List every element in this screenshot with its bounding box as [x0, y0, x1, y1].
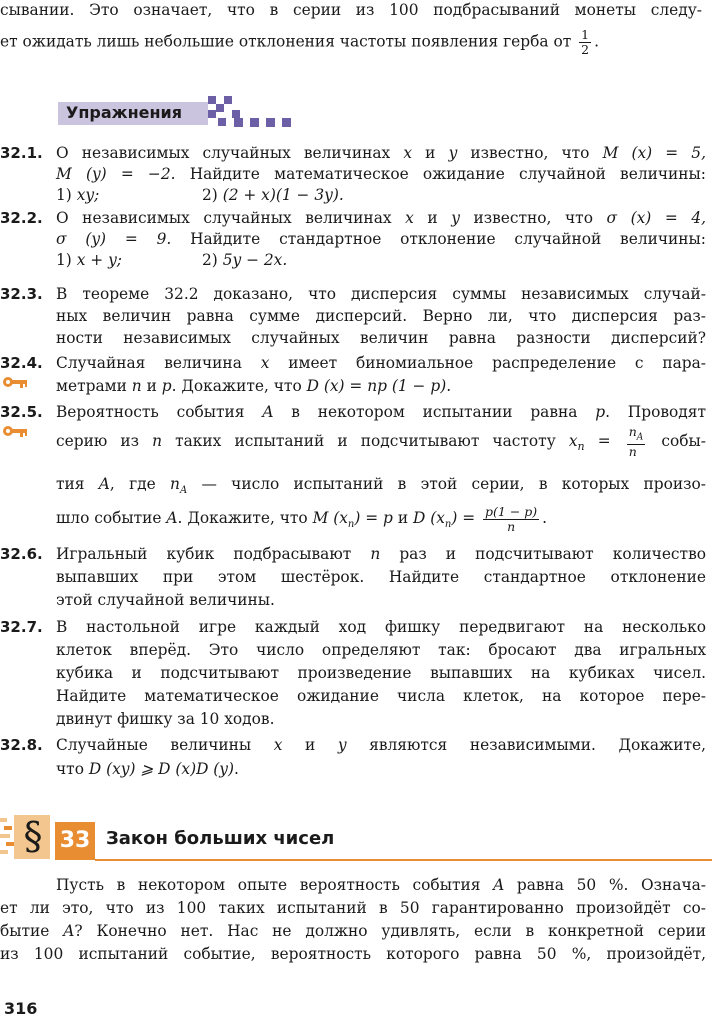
- section-rule: [95, 859, 712, 861]
- exercise-line: тия A, где $n_A$ — число испытаний в этой серии, в которых произо-: [56, 475, 707, 497]
- fraction-variance: $\frac{p(1 - p)}{n}$: [485, 503, 538, 534]
- decor-square: [208, 96, 216, 104]
- exercise-line: В настольной игре каждый ход фишку передвигают на несколько: [56, 618, 706, 636]
- decor-square: [234, 118, 243, 127]
- exercise-line: ных величин равна сумме дисперсий. Верно ли, что дисперсия раз-: [56, 307, 706, 325]
- section-number: 33: [55, 822, 95, 860]
- decor-square: [266, 118, 275, 127]
- key-icon: [2, 375, 28, 389]
- exercise-line: σ (y) = 9. Найдите стандартное отклонение случайной величины:: [56, 230, 706, 248]
- exercise-option: 2) 5y − 2x.: [202, 251, 288, 269]
- exercise-number: 32.5.: [0, 403, 43, 421]
- body-line: бытие A? Конечно нет. Нас не должно удивлять, если в конкретной серии: [0, 922, 706, 940]
- exercise-line: этой случайной величины.: [56, 591, 275, 609]
- exercise-number: 32.6.: [0, 545, 43, 563]
- exercise-number: 32.3.: [0, 285, 43, 303]
- exercise-line: Случайные величины x и y являются независимыми. Докажите,: [56, 736, 706, 754]
- fraction-one-half: $\frac{1}{2}$: [581, 27, 590, 57]
- exercise-line: клеток вперёд. Это число определяют так: бросают два игральных: [56, 641, 706, 659]
- decor-square: [224, 96, 232, 104]
- decor-square: [208, 110, 216, 118]
- exercise-number: 32.1.: [0, 144, 43, 162]
- page-number: 316: [4, 999, 38, 1018]
- exercise-number: 32.4.: [0, 354, 43, 372]
- exercise-line: О независимых случайных величинах x и y известно, что M (x) = 5,: [56, 144, 706, 162]
- exercise-line: метрами n и p. Докажите, что D (x) = np (1 − p).: [56, 377, 452, 395]
- exercise-line: О независимых случайных величинах x и y известно, что σ (x) = 4,: [56, 209, 706, 227]
- exercise-line: Игральный кубик подбрасывают n раз и подсчитывают количество: [56, 545, 706, 563]
- section-title: Закон больших чисел: [106, 828, 335, 849]
- body-line: из 100 испытаний событие, вероятность которого равна 50 %, произойдёт,: [0, 945, 706, 963]
- exercise-line: серию из n таких испытаний и подсчитывают частоту $x_n$ = $\frac{n_A}{n}$ собы-: [56, 423, 706, 460]
- intro-line-2: ет ожидать лишь небольшие отклонения частоты появления герба от $\frac{1}{2}$ .: [0, 27, 600, 57]
- decor-square: [282, 118, 291, 127]
- exercise-option: 1) xy;: [56, 186, 100, 204]
- section-stripes: [0, 812, 14, 862]
- exercise-line: Вероятность события A в некотором испытании равна p. Проводят: [56, 403, 706, 421]
- exercise-line: Найдите математическое ожидание числа клеток, на которое пере-: [56, 687, 706, 705]
- body-line: Пусть в некотором опыте вероятность события A равна 50 %. Означа-: [56, 876, 707, 894]
- exercise-line: M (y) = −2. Найдите математическое ожидание случайной величины:: [56, 165, 706, 183]
- key-icon: [2, 424, 28, 438]
- decor-square: [250, 118, 259, 127]
- decor-square: [232, 110, 240, 118]
- exercise-number: 32.7.: [0, 618, 43, 636]
- fraction-frequency: $\frac{n_A}{n}$: [628, 423, 644, 460]
- exercise-line: Случайная величина x имеет биномиальное распределение с пара-: [56, 354, 706, 372]
- exercise-line: шло событие A. Докажите, что M $(x_n) = p$ и D $(x_n)$ = $\frac{p(1 - p)}{n}$ .: [56, 503, 548, 534]
- exercise-line: В теореме 32.2 доказано, что дисперсия суммы независимых случай-: [56, 285, 706, 303]
- decor-square: [218, 118, 226, 126]
- exercise-line: двинут фишку за 10 ходов.: [56, 710, 275, 728]
- intro-line-1: сывании. Это означает, что в серии из 100 подбрасываний монеты следу-: [0, 1, 702, 19]
- exercises-header: [58, 96, 298, 132]
- exercise-line: что D (xy) ⩾ D (x)D (y).: [56, 760, 239, 778]
- body-line: ет ли это, что из 100 таких испытаний в 50 гарантированно произойдёт со-: [0, 899, 706, 917]
- decor-square: [216, 104, 224, 112]
- exercise-line: кубика и подсчитывают произведение выпавших на кубиках чисел.: [56, 664, 706, 682]
- exercise-line: выпавших при этом шестёрок. Найдите стандартное отклонение: [56, 568, 706, 586]
- exercises-title: Упражнения: [66, 103, 183, 122]
- exercise-number: 32.2.: [0, 209, 43, 227]
- exercise-option: 2) (2 + x)(1 − 3y).: [202, 186, 344, 204]
- exercise-option: 1) x + y;: [56, 251, 122, 269]
- exercise-number: 32.8.: [0, 736, 43, 754]
- section-sign-icon: §: [23, 814, 43, 858]
- exercise-line: ности независимых случайных величин равна разности дисперсий?: [56, 329, 706, 347]
